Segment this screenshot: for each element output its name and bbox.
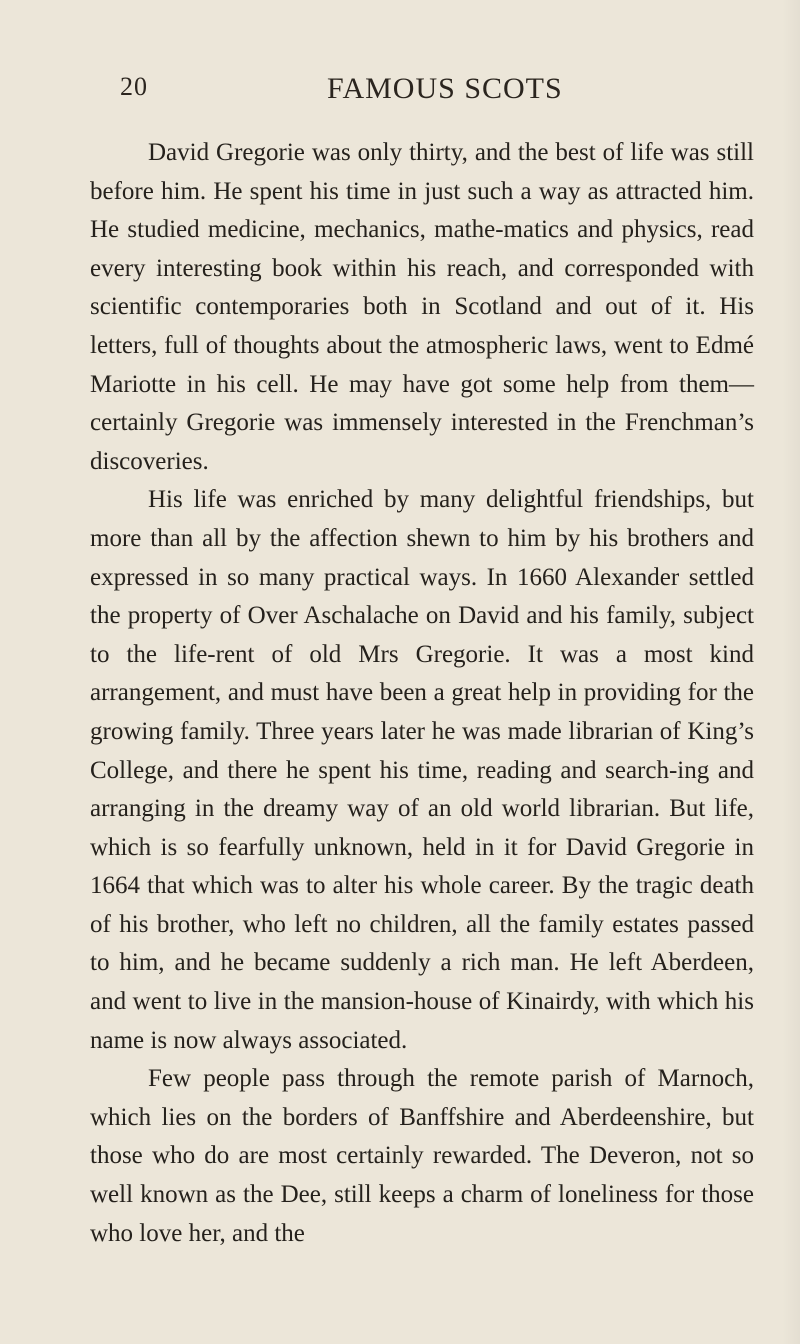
page-number: 20 xyxy=(120,72,148,101)
running-title: FAMOUS SCOTS xyxy=(327,72,563,105)
paragraph-3: Few people pass through the remote parish of Marnoch, which lies on the borders of Banffshire and Aberdeenshire, but those who do are most certainly rewarded. The Deveron, not so well known as the Dee, still keeps a charm of loneliness for those who love her, and the xyxy=(90,1065,754,1247)
running-header xyxy=(90,72,756,116)
page-edge-shadow xyxy=(782,0,800,1344)
page-body xyxy=(90,134,754,1253)
paragraph-2: His life was enriched by many delightful friendships, but more than all by the affection shewn to him by his brothers and expressed in so many practical ways. In 1660 Alexander settled the property of Over Aschalache on David and his family, subject to the life-rent of old Mrs Gregorie. It was a most kind arrangement, and must have been a great help in providing for the growing family. Three years later he was made librarian of King’s College, and there he spent his time, reading and search-ing and arranging in the dreamy way of an old world librarian. But life, which is so fearfully unknown, held in it for David Gregorie in 1664 that which was to alter his whole career. By the tragic death of his brother, who left no children, all the family estates passed to him, and he became suddenly a rich man. He left Aberdeen, and went to live in the mansion-house of Kinairdy, with which his name is now always associated. xyxy=(90,486,754,1054)
paragraph-1: David Gregorie was only thirty, and the best of life was still before him. He spent his time in just such a way as attracted him. He studied medicine, mechanics, mathe-matics and physics, read every interesting book within his reach, and corresponded with scientific contemporaries both in Scotland and out of it. His letters, full of thoughts about the atmospheric laws, went to Edmé Mariotte in his cell. He may have got some help from them—certainly Gregorie was immensely interested in the Frenchman’s discoveries. xyxy=(90,139,754,475)
